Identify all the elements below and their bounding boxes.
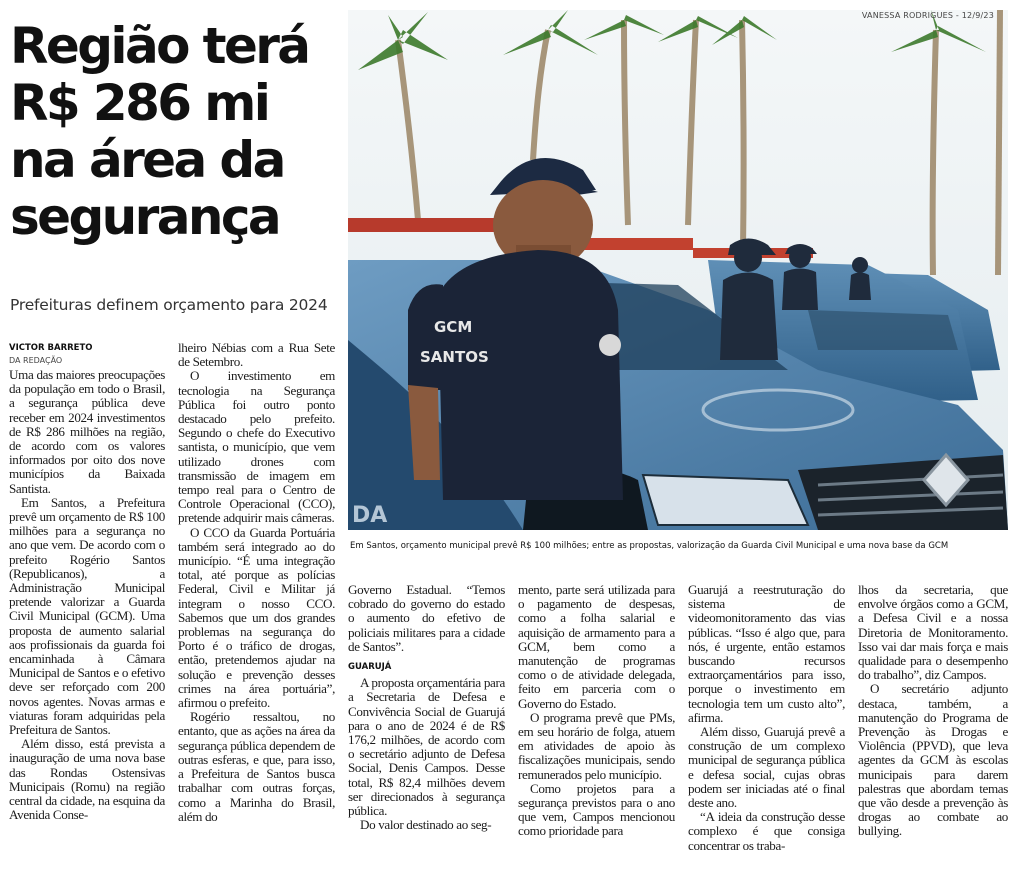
paragraph: Rogério ressaltou, no entanto, que as ações na área da segurança pública dependem de outras esferas, e que, para isso, a Prefeitura de Santos busca trabalhar com outras forças, como a Marinha do Brasil, além do	[178, 709, 335, 824]
headline: Região terá R$ 286 mi na área da segurança	[10, 17, 309, 246]
paragraph: O secretário adjunto destaca, também, a manutenção do Programa de Prevenção às Drogas e Violência (PPVD), que leva agentes da GCM às escolas municipais para darem palestras que abordam temas que vão desde a prevenção às drogas ao combate ao bullying.	[858, 681, 1008, 839]
shirt-print-santos: SANTOS	[420, 348, 489, 366]
paragraph: O programa prevê que PMs, em seu horário de folga, atuem em atividades de apoio às fiscalizações municipais, sendo remunerados pelo município.	[518, 709, 675, 782]
photo-illustration	[348, 10, 1008, 530]
svg-text:DA: DA	[352, 503, 388, 528]
paragraph: A proposta orçamentária para a Secretaria de Defesa e Convivência Social de Guarujá para o ano de 2024 é de R$ 176,2 milhões, de acordo com o secretário adjunto de Defesa Social, Denis Campos. Desse total, R$ 82,4 milhões devem ser direcionados à segurança pública.	[348, 675, 505, 819]
paragraph: Como projetos para a segurança previstos para o ano que vem, Campos mencionou como prioridade para	[518, 780, 675, 839]
paragraph: lheiro Nébias com a Rua Sete de Setembro.	[178, 340, 335, 370]
paragraph: Guarujá a reestruturação do sistema de videomonitoramento das vias públicas. “Isso é algo que, para nós, é urgente, então estamos buscando recursos extraorçamentários para isso, porque o investimento em tecnologia tem um custo alto”, afirma.	[688, 582, 845, 725]
paragraph: mento, parte será utilizada para o pagamento de despesas, como a folha salarial e aquisição de armamento para a GCM, bem como a manutenção de programas como o de atividade delegada, feito em parceria com o Governo do Estado.	[518, 582, 675, 711]
desk-label: DA REDAÇÃO	[9, 356, 63, 365]
photo-caption: Em Santos, orçamento municipal prevê R$ 100 milhões; entre as propostas, valorização da Guarda Civil Municipal e uma nova base da GCM	[350, 541, 949, 551]
section-heading-guaruja: GUARUJÁ	[348, 662, 392, 673]
paragraph: Governo Estadual. “Temos cobrado do governo do estado o aumento do efetivo de policiais militares para a cidade de Santos”.	[348, 582, 505, 654]
news-photo	[348, 10, 1008, 530]
paragraph: Em Santos, a Prefeitura prevê um orçamento de R$ 100 milhões para a segurança no ano que vem. De acordo com o prefeito Rogério Santos (Republicanos), a Administração Municipal pretende valorizar a Guarda Civil Municipal (GCM). Uma proposta de aumento salarial aos profissionais da guarda foi encaminhada à Câmara Municipal de Santos e o efetivo deve ser reforçado com 200 novos agentes. Novas armas e viaturas foram adquiridas pela Prefeitura de Santos.	[9, 494, 165, 738]
paragraph: O CCO da Guarda Portuária também será integrado ao do município. “É uma integração total, até porque as polícias Federal, Civil e Militar já integram o nosso CCO. Sabemos que um dos grandes problemas na segurança do Porto é o tráfico de drogas, então, pretendemos ajudar na solução e prevenção desses crimes na área portuária”, afirmou o prefeito.	[178, 524, 335, 711]
paragraph: “A ideia da construção desse complexo é que consiga concentrar os traba-	[688, 809, 845, 853]
paragraph: Uma das maiores preocupações da população em todo o Brasil, a segurança pública deve receber em 2024 investimentos de R$ 286 milhões na região, de acordo com os valores informados por oito dos nove municípios da Baixada Santista.	[9, 367, 165, 496]
text-column-6	[858, 583, 1008, 839]
text-column-5	[688, 583, 845, 853]
text-column-4	[518, 583, 675, 839]
paragraph: Além disso, está prevista a inauguração de uma nova base das Rondas Ostensivas Municipais (Romu) na região central da cidade, na esquina da Avenida Conse-	[9, 736, 165, 823]
subheadline: Prefeituras definem orçamento para 2024	[10, 296, 328, 314]
text-column-2	[178, 341, 335, 824]
paragraph: lhos da secretaria, que envolve órgãos como a GCM, a Defesa Civil e a nossa Diretoria de Monitoramento. Isso vai dar mais força e mais qualidade para o desempenho do trabalho”, diz Campos.	[858, 582, 1008, 683]
text-column-3	[348, 583, 505, 832]
paragraph: Além disso, Guarujá prevê a construção de um complexo municipal de segurança pública e defesa social, cujas obras podem ser iniciadas até o final deste ano.	[688, 724, 845, 811]
shirt-print-gcm: GCM	[434, 318, 473, 336]
photo-credit: VANESSA RODRIGUES - 12/9/23	[861, 11, 994, 20]
paragraph: O investimento em tecnologia na Segurança Pública foi outro ponto destacado pelo prefeito. Segundo o chefe do Executivo santista, o município, que vem utilizado drones com transmissão de imagem em tempo real para o Centro de Controle Operacional (CCO), pretende adquirir mais câmeras.	[178, 368, 335, 526]
text-column-1	[9, 368, 165, 823]
paragraph: Do valor destinado ao seg-	[360, 817, 492, 833]
author-byline: VICTOR BARRETO	[9, 343, 93, 353]
